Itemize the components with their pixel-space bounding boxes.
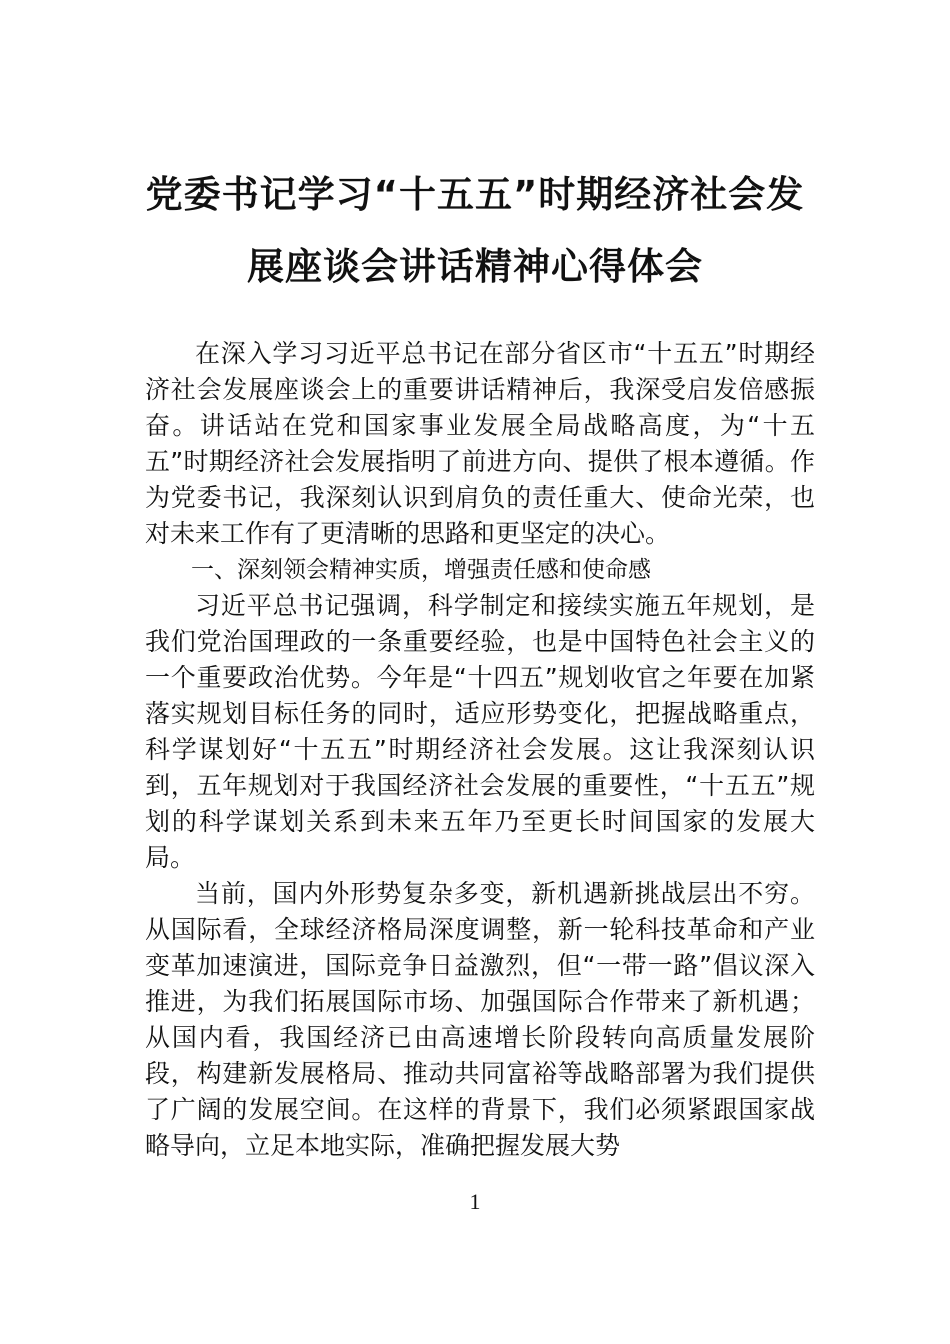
paragraph-section-1-b: 当前，国内外形势复杂多变，新机遇新挑战层出不穷。从国际看，全球经济格局深度调整，新一轮科技革命和产业变革加速演进，国际竞争日益激烈，但“一带一路”倡议深入推进，为我们拓展国际市场、加强国际合作带来了新机遇；从国内看，我国经济已由高速增长阶段转向高质量发展阶段，构建新发展格局、推动共同富裕等战略部署为我们提供了广阔的发展空间。在这样的背景下，我们必须紧跟国家战略导向，立足本地实际，准确把握发展大势 — [145, 879, 815, 1160]
document-title-line-2: 展座谈会讲话精神心得体会 — [247, 245, 703, 288]
paragraph-intro: 在深入学习习近平总书记在部分省区市“十五五”时期经济社会发展座谈会上的重要讲话精神后，我深受启发倍感振奋。讲话站在党和国家事业发展全局战略高度，为“十五五”时期经济社会发展指明了前进方向、提供了根本遵循。作为党委书记，我深刻认识到肩负的责任重大、使命光荣，也对未来工作有了更清晰的思路和更坚定的决心。 — [145, 339, 815, 548]
page-number: 1 — [469, 1189, 481, 1214]
document-title-line-1: 党委书记学习“十五五”时期经济社会发 — [145, 173, 805, 216]
document-body — [145, 336, 815, 1164]
section-heading-1: 一、深刻领会精神实质，增强责任感和使命感 — [191, 557, 651, 583]
paragraph-section-1-a: 习近平总书记强调，科学制定和接续实施五年规划，是我们党治国理政的一条重要经验，也是中国特色社会主义的一个重要政治优势。今年是“十四五”规划收官之年要在加紧落实规划目标任务的同时，适应形势变化，把握战略重点，科学谋划好“十五五”时期经济社会发展。这让我深刻认识到，五年规划对于我国经济社会发展的重要性，“十五五”规划的科学谋划关系到未来五年乃至更长时间国家的发展大局。 — [145, 591, 815, 872]
